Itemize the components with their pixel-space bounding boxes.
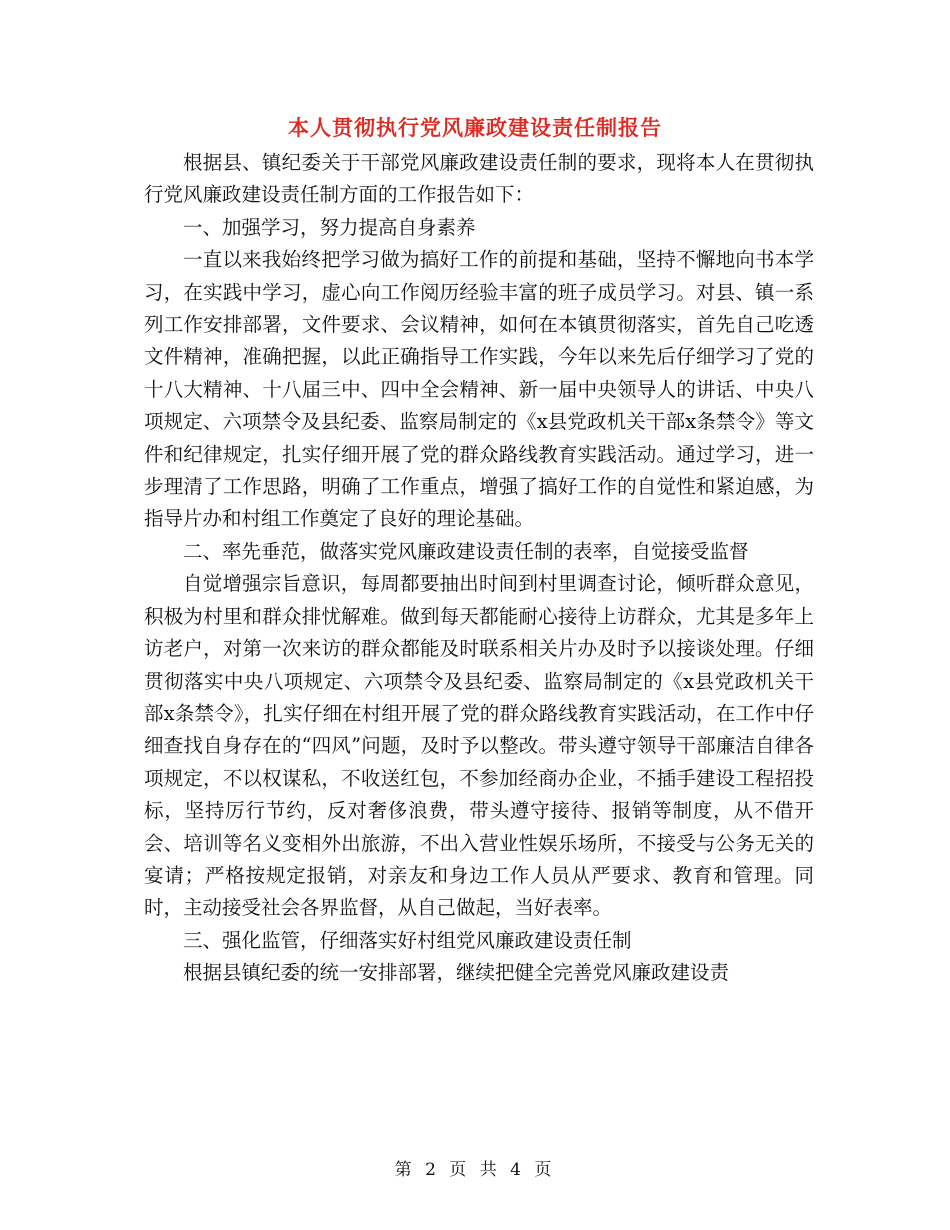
section-heading-3: 三、强化监管，仔细落实好村组党风廉政建设责任制 bbox=[183, 928, 632, 952]
section-1-paragraph: 一直以来我始终把学习做为搞好工作的前提和基础，坚持不懈地向书本学习，在实践中学习，虚心向工作阅历经验丰富的班子成员学习。对县、镇一系列工作安排部署，文件要求、会议精神，如何在本镇贯彻落实，首先自己吃透文件精神，准确把握，以此正确指导工作实践，今年以来先后仔细学习了党的十八大精神、十八届三中、四中全会精神、新一届中央领导人的讲话、中央八项规定、六项禁令及县纪委、监察局制定的《x县党政机关干部x条禁令》等文件和纪律规定，扎实仔细开展了党的群众路线教育实践活动。通过学习，进一步理清了工作思路，明确了工作重点，增强了搞好工作的自觉性和紧迫感，为指导片办和村组工作奠定了良好的理论基础。 bbox=[144, 248, 814, 531]
document-body bbox=[144, 147, 814, 990]
section-3-paragraph: 根据县镇纪委的统一安排部署，继续把健全完善党风廉政建设责 bbox=[183, 961, 730, 985]
page-footer: 第 2 页 共 4 页 bbox=[394, 1160, 556, 1180]
section-heading-1: 一、加强学习，努力提高自身素养 bbox=[183, 215, 476, 239]
document-title: 本人贯彻执行党风廉政建设责任制报告 bbox=[288, 115, 662, 140]
intro-paragraph: 根据县、镇纪委关于干部党风廉政建设责任制的要求，现将本人在贯彻执行党风廉政建设责任制方面的工作报告如下： bbox=[144, 151, 814, 207]
section-2-paragraph: 自觉增强宗旨意识，每周都要抽出时间到村里调查讨论，倾听群众意见，积极为村里和群众排忧解难。做到每天都能耐心接待上访群众，尤其是多年上访老户，对第一次来访的群众都能及时联系相关片办及时予以接谈处理。仔细贯彻落实中央八项规定、六项禁令及县纪委、监察局制定的《x县党政机关干部x条禁令》，扎实仔细在村组开展了党的群众路线教育实践活动，在工作中仔细查找自身存在的“四风”问题，及时予以整改。带头遵守领导干部廉洁自律各项规定，不以权谋私，不收送红包，不参加经商办企业，不插手建设工程招投标，坚持厉行节约，反对奢侈浪费，带头遵守接待、报销等制度，从不借开会、培训等名义变相外出旅游，不出入营业性娱乐场所，不接受与公务无关的宴请；严格按规定报销，对亲友和身边工作人员从严要求、教育和管理。同时，主动接受社会各界监督，从自己做起，当好表率。 bbox=[144, 572, 814, 920]
section-heading-2: 二、率先垂范，做落实党风廉政建设责任制的表率，自觉接受监督 bbox=[183, 539, 749, 563]
